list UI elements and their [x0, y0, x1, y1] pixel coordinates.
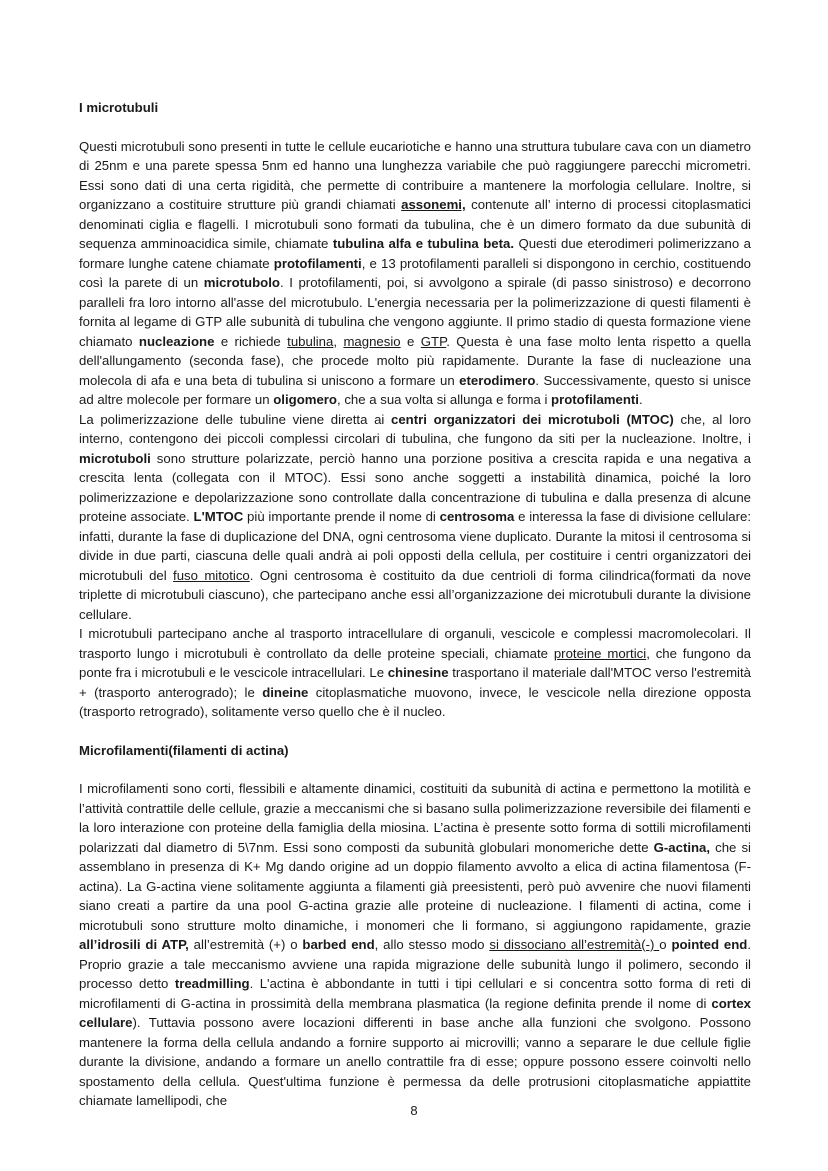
- section-title-microfilamenti: Microfilamenti(filamenti di actina): [79, 742, 289, 758]
- paragraph-microtubuli-structure: Questi microtubuli sono presenti in tutte le cellule eucariotiche e hanno una struttura tubulare cava con un diametro di 25nm e una parete spessa 5nm ed hanno una lunghezza variabile che può raggiungere parecchi micrometri. Essi sono dati di una certa rigidità, che permette di contribuire a mantenere la morfologia cellulare. Inoltre, si organizzano a costituire strutture più grandi chiamati assonemi, contenute all’ interno di processi citoplasmatici denominati ciglia e flagelli. I microtubuli sono formati da tubulina, che è un dimero formato da due subunità di sequenza amminoacidica simile, chiamate tubulina alfa e tubulina beta. Questi due eterodimeri polimerizzano a formare lunghe catene chiamate protofilamenti, e 13 protofilamenti paralleli si dispongono in cerchio, costituendo così la parete di un microtubolo. I protofilamenti, poi, si avvolgono a spirale (di passo sinistroso) e decorrono paralleli fra loro intorno all'asse del microtubulo. L'energia necessaria per la polimerizzazione di questi filamenti è fornita al legame di GTP alle subunità di tubulina che vengono aggiunte. Il primo stadio di questa formazione viene chiamato nucleazione e richiede tubulina, magnesio e GTP. Questa è una fase molto lenta rispetto a quella dell'allungamento (seconda fase), che procede molto più rapidamente. Durante la fase di nucleazione una molecola di afa e una beta di tubulina si uniscono a formare un eterodimero. Successivamente, questo si unisce ad altre molecole per formare un oligomero, che a sua volta si allunga e forma i protofilamenti.: [79, 138, 752, 407]
- paragraph-transport: I microtubuli partecipano anche al trasporto intracellulare di organuli, vescicole e complessi macromolecolari. Il trasporto lungo i microtubuli è controllato da delle proteine speciali, chiamate proteine mortici, che fungono da ponte fra i microtubuli e le vescicole intracellulari. Le chinesine trasportano il materiale dall'MTOC verso l'estremità + (trasporto anterogrado); le dineine citoplasmatiche muovono, invece, le vescicole nella direzione opposta (trasporto retrogrado), solitamente verso quello che è il nucleo.: [79, 626, 751, 719]
- paragraph-microfilamenti: I microfilamenti sono corti, flessibili e altamente dinamici, costituiti da subunità di actina e permettono la motilità e l’attività contrattile delle cellule, grazie a meccanismi che si basano sulla polimerizzazione reversibile dei filamenti e la loro interazione con proteine della famiglia della miosina. L’actina è presente sotto forma di sottili microfilamenti polarizzati dal diametro di 5\7nm. Essi sono composti da subunità globulari monomeriche dette G-actina, che si assemblano in presenza di K+ Mg dando origine ad un doppio filamento avvolto a elica di actina filamentosa (F-actina). La G-actina viene solitamente aggiunta a filamenti già preesistenti, però può avvenire che nuovi filamenti siano creati a partire da una pool G-actina grazie alle proteine di nucleazione. I filamenti di actina, come i microtubuli sono strutture molto dinamiche, i monomeri che li formano, si aggiungono rapidamente, grazie all’idrosili di ATP, all’estremità (+) o barbed end, allo stesso modo si dissociano all’estremità(-) o pointed end. Proprio grazie a tale meccanismo avviene una rapida migrazione delle subunità lungo il polimero, secondo il processo detto treadmilling. L'actina è abbondante in tutti i tipi cellulari e si concentra sotto forma di reti di microfilamenti di G-actina in prossimità della membrana plasmatica (la regione definita prende il nome di cortex cellulare). Tuttavia possono avere locazioni differenti in base anche alla funzioni che svolgono. Possono mantenere la forma della cellula andando a fornire supporto ai microvilli; vanno a separare le due cellule figlie durante la divisione, andando a formare un anello contrattile fra di esse; oppure possono essere coinvolti nello spostamento della cellula. Quest'ultima funzione è permessa da delle protrusioni citoplasmatiche appiattite chiamate lamellipodi, che: [79, 781, 752, 1108]
- paragraph-mtoc: La polimerizzazione delle tubuline viene diretta ai centri organizzatori dei microtuboli (MTOC) che, al loro interno, contengono dei piccoli complessi circolari di tubulina, che fungono da siti per la nucleazione. Inoltre, i microtuboli sono strutture polarizzate, perciò hanno una porzione positiva a crescita rapida e una negativa a crescita lenta (collegata con il MTOC). Essi sono anche soggetti a instabilità dinamica, poiché la loro polimerizzazione e depolarizzazione sono controllate dalla concentrazione di tubulina e dalla presenza di alcune proteine associate. L'MTOC più importante prende il nome di centrosoma e interessa la fase di divisione cellulare: infatti, durante la fase di duplicazione del DNA, ogni centrosoma viene duplicato. Durante la mitosi il centrosoma si divide in due parti, ciascuna delle quali andrà ai poli opposti della cellula, per costituire i centri organizzatori dei microtubuli del fuso mitotico. Ogni centrosoma è costituito da due centrioli di forma cilindrica(formati da nove triplette di microtubuli ciascuno), che partecipano anche essi all’organizzazione dei microtubuli durante la divisione cellulare.: [79, 411, 752, 622]
- document-page: [79, 98, 751, 1111]
- section-title-microtubuli: I microtubuli: [79, 100, 159, 115]
- page-number: 8: [410, 1103, 418, 1118]
